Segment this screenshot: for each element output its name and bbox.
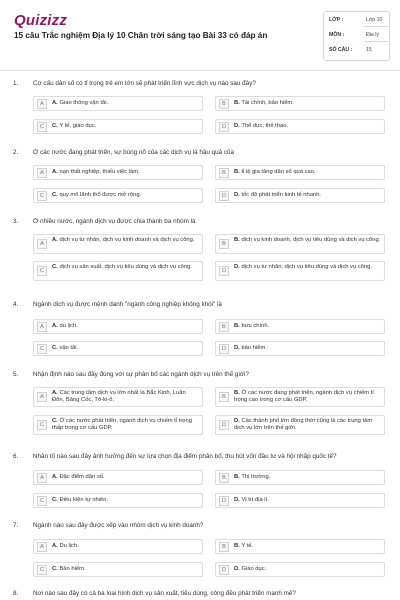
option-a[interactable] <box>33 165 203 180</box>
option-text: quy mô lãnh thổ được mở rộng. <box>59 192 142 198</box>
option-key: B. <box>234 100 240 106</box>
meta-value-class: Lớp 10 <box>366 17 383 23</box>
option-d[interactable] <box>215 493 385 508</box>
header-divider <box>0 70 400 71</box>
option-letter-box: A <box>37 239 47 249</box>
option-key: B. <box>234 323 240 329</box>
option-b[interactable] <box>215 470 385 485</box>
option-key: C. <box>52 123 58 129</box>
option-text: dịch vụ kinh doanh, dịch vụ tiêu dùng và dịch vụ công. <box>241 237 381 243</box>
meta-divider <box>364 26 388 27</box>
option-text: Bảo hiểm. <box>59 566 86 572</box>
option-key: C. <box>52 418 58 424</box>
option-c[interactable] <box>33 119 203 134</box>
meta-label-count: SỐ CÂU : <box>329 47 353 53</box>
question-number: 6. <box>13 453 19 460</box>
question-text: Ở nhiều nước, ngành dịch vụ được chia thành ba nhóm là <box>33 218 196 225</box>
option-b[interactable] <box>215 165 385 180</box>
option-a[interactable] <box>33 539 203 554</box>
option-text: dịch vụ tư nhân, dịch vụ tiêu dùng và dịch vụ công. <box>241 264 372 270</box>
option-text: Vị trí địa lí. <box>241 497 269 503</box>
meta-label-class: LỚP : <box>329 17 344 23</box>
option-c[interactable] <box>33 261 203 281</box>
option-letter-box: C <box>37 122 47 132</box>
document-header <box>0 0 400 70</box>
option-letter-box: A <box>37 322 47 332</box>
option-key: C. <box>52 192 58 198</box>
option-a[interactable] <box>33 319 203 334</box>
option-text: tỉ lệ gia tăng dân số quá cao. <box>241 169 316 175</box>
option-d[interactable] <box>215 261 385 281</box>
option-key: D. <box>234 264 240 270</box>
option-letter-box: C <box>37 191 47 201</box>
option-key: A. <box>52 237 58 243</box>
option-text: Thể dục, thể thao. <box>241 123 289 129</box>
option-key: C. <box>52 345 58 351</box>
option-text: Các thành phố lớn đồng thời cũng là các trung tâm dịch vụ lớn trên thế giới. <box>234 418 373 431</box>
option-text: Giao thông vận tải. <box>59 100 109 106</box>
option-letter-box: B <box>219 542 229 552</box>
option-key: D. <box>234 566 240 572</box>
option-b[interactable] <box>215 234 385 254</box>
option-letter-box: D <box>219 565 229 575</box>
question-number: 3. <box>13 218 19 225</box>
question-text: Ở các nước đang phát triển, sự bùng nổ của các dịch vụ là hậu quả của <box>33 149 235 156</box>
question-text: Cơ cấu dân số có tỉ trọng trẻ em lớn sẽ phát triển lĩnh vực dịch vụ nào sau đây? <box>33 80 256 87</box>
option-letter-box: A <box>37 168 47 178</box>
option-key: B. <box>234 237 240 243</box>
option-letter-box: D <box>219 496 229 506</box>
option-text: du lịch. <box>59 323 78 329</box>
option-letter-box: B <box>219 322 229 332</box>
option-c[interactable] <box>33 188 203 203</box>
option-text: Du lịch. <box>59 543 79 549</box>
option-key: A. <box>52 323 58 329</box>
option-letter-box: B <box>219 392 229 402</box>
option-letter-box: A <box>37 392 47 402</box>
option-text: tốc độ phát triển kinh tế nhanh. <box>241 192 322 198</box>
option-key: D. <box>234 345 240 351</box>
option-text: Ở các nước phát triển, ngành dịch vụ chiếm tỉ trọng thấp trong cơ cấu GDP. <box>52 418 192 431</box>
option-d[interactable] <box>215 119 385 134</box>
option-key: A. <box>52 169 58 175</box>
question-number: 1. <box>13 80 19 87</box>
option-text: Điều kiện tự nhiên. <box>59 497 109 503</box>
quizizz-logo[interactable]: Quizizz <box>14 12 68 29</box>
option-text: Tài chính, bảo hiểm. <box>241 100 294 106</box>
option-letter-box: C <box>37 266 47 276</box>
question-number: 5. <box>13 371 19 378</box>
option-key: C. <box>52 497 58 503</box>
question-text: Ngành dịch vụ được mệnh danh "ngành công nghiệp không khói" là <box>33 301 222 308</box>
option-text: vận tải. <box>59 345 79 351</box>
option-d[interactable] <box>215 415 385 435</box>
meta-value-subject: Địa lý <box>366 32 379 38</box>
question-text: Ngành nào sau đây được xếp vào nhóm dịch vụ kinh doanh? <box>33 522 204 529</box>
option-b[interactable] <box>215 96 385 111</box>
option-a[interactable] <box>33 96 203 111</box>
document-title: 15 câu Trắc nghiệm Địa lý 10 Chân trời sáng tạo Bài 33 có đáp án <box>14 31 268 40</box>
option-text: bảo hiểm. <box>241 345 267 351</box>
option-a[interactable] <box>33 234 203 254</box>
option-letter-box: A <box>37 542 47 552</box>
option-b[interactable] <box>215 319 385 334</box>
option-b[interactable] <box>215 539 385 554</box>
option-letter-box: C <box>37 565 47 575</box>
option-c[interactable] <box>33 562 203 577</box>
option-key: A. <box>52 390 58 396</box>
option-a[interactable] <box>33 387 203 407</box>
option-text: nạn thất nghiệp, thiếu việc làm. <box>59 169 140 175</box>
option-key: A. <box>52 474 58 480</box>
option-text: Ở các nước đang phát triển, ngành dịch vụ chiếm tỉ trọng cao trong cơ cấu GDP. <box>234 390 374 403</box>
option-a[interactable] <box>33 470 203 485</box>
question-text: Nhân tố nào sau đây ảnh hưởng đến sự lựa chọn địa điểm phân bố, thu hút vốn đầu tư và hội nhập quốc tế? <box>33 453 337 460</box>
option-letter-box: B <box>219 168 229 178</box>
question-number: 4. <box>13 301 19 308</box>
question-number: 8. <box>13 590 19 597</box>
option-c[interactable] <box>33 493 203 508</box>
meta-label-subject: MÔN : <box>329 32 345 38</box>
option-letter-box: D <box>219 420 229 430</box>
option-text: Đặc điểm dân số. <box>59 474 105 480</box>
option-key: C. <box>52 264 58 270</box>
option-letter-box: D <box>219 266 229 276</box>
option-letter-box: C <box>37 496 47 506</box>
meta-value-count: 15 <box>366 47 372 53</box>
option-key: A. <box>52 543 58 549</box>
option-letter-box: A <box>37 99 47 109</box>
option-text: Thị trường. <box>241 474 271 480</box>
option-letter-box: C <box>37 344 47 354</box>
option-b[interactable] <box>215 387 385 407</box>
option-text: Y tế, giáo dục. <box>59 123 97 129</box>
option-text: Y tế. <box>241 543 254 549</box>
option-c[interactable] <box>33 341 203 356</box>
option-key: D. <box>234 418 240 424</box>
option-key: B. <box>234 474 240 480</box>
option-letter-box: C <box>37 420 47 430</box>
option-key: D. <box>234 192 240 198</box>
option-letter-box: B <box>219 239 229 249</box>
question-number: 2. <box>13 149 19 156</box>
option-d[interactable] <box>215 188 385 203</box>
meta-info-box <box>323 11 390 61</box>
option-d[interactable] <box>215 562 385 577</box>
option-c[interactable] <box>33 415 203 435</box>
option-text: dịch vụ tư nhân, dịch vụ kinh doanh và dịch vụ công. <box>59 237 195 243</box>
option-key: C. <box>52 566 58 572</box>
option-letter-box: B <box>219 473 229 483</box>
question-text: Nơi nào sau đây có cả ba loại hình dịch vụ sản xuất, tiêu dùng, công đều phát triển mạnh mẽ? <box>33 590 296 597</box>
option-key: B. <box>234 169 240 175</box>
option-key: D. <box>234 497 240 503</box>
option-key: B. <box>234 543 240 549</box>
option-letter-box: A <box>37 473 47 483</box>
question-number: 7. <box>13 522 19 529</box>
option-text: Giáo dục. <box>241 566 267 572</box>
option-text: bưu chính. <box>241 323 270 329</box>
option-key: B. <box>234 390 240 396</box>
question-text: Nhận định nào sau đây đúng với sự phân bố các ngành dịch vụ trên thế giới? <box>33 371 249 378</box>
option-d[interactable] <box>215 341 385 356</box>
option-text: dịch vụ sản xuất, dịch vụ tiêu dùng và dịch vụ công. <box>59 264 192 270</box>
option-text: Các trung tâm dịch vụ lớn nhất là Bắc Kinh, Luân Đôn, Băng Cốc, Tô-ki-ô. <box>52 390 186 403</box>
option-letter-box: D <box>219 191 229 201</box>
meta-divider <box>364 41 388 42</box>
option-key: D. <box>234 123 240 129</box>
option-letter-box: B <box>219 99 229 109</box>
option-letter-box: D <box>219 122 229 132</box>
option-letter-box: D <box>219 344 229 354</box>
option-key: A. <box>52 100 58 106</box>
